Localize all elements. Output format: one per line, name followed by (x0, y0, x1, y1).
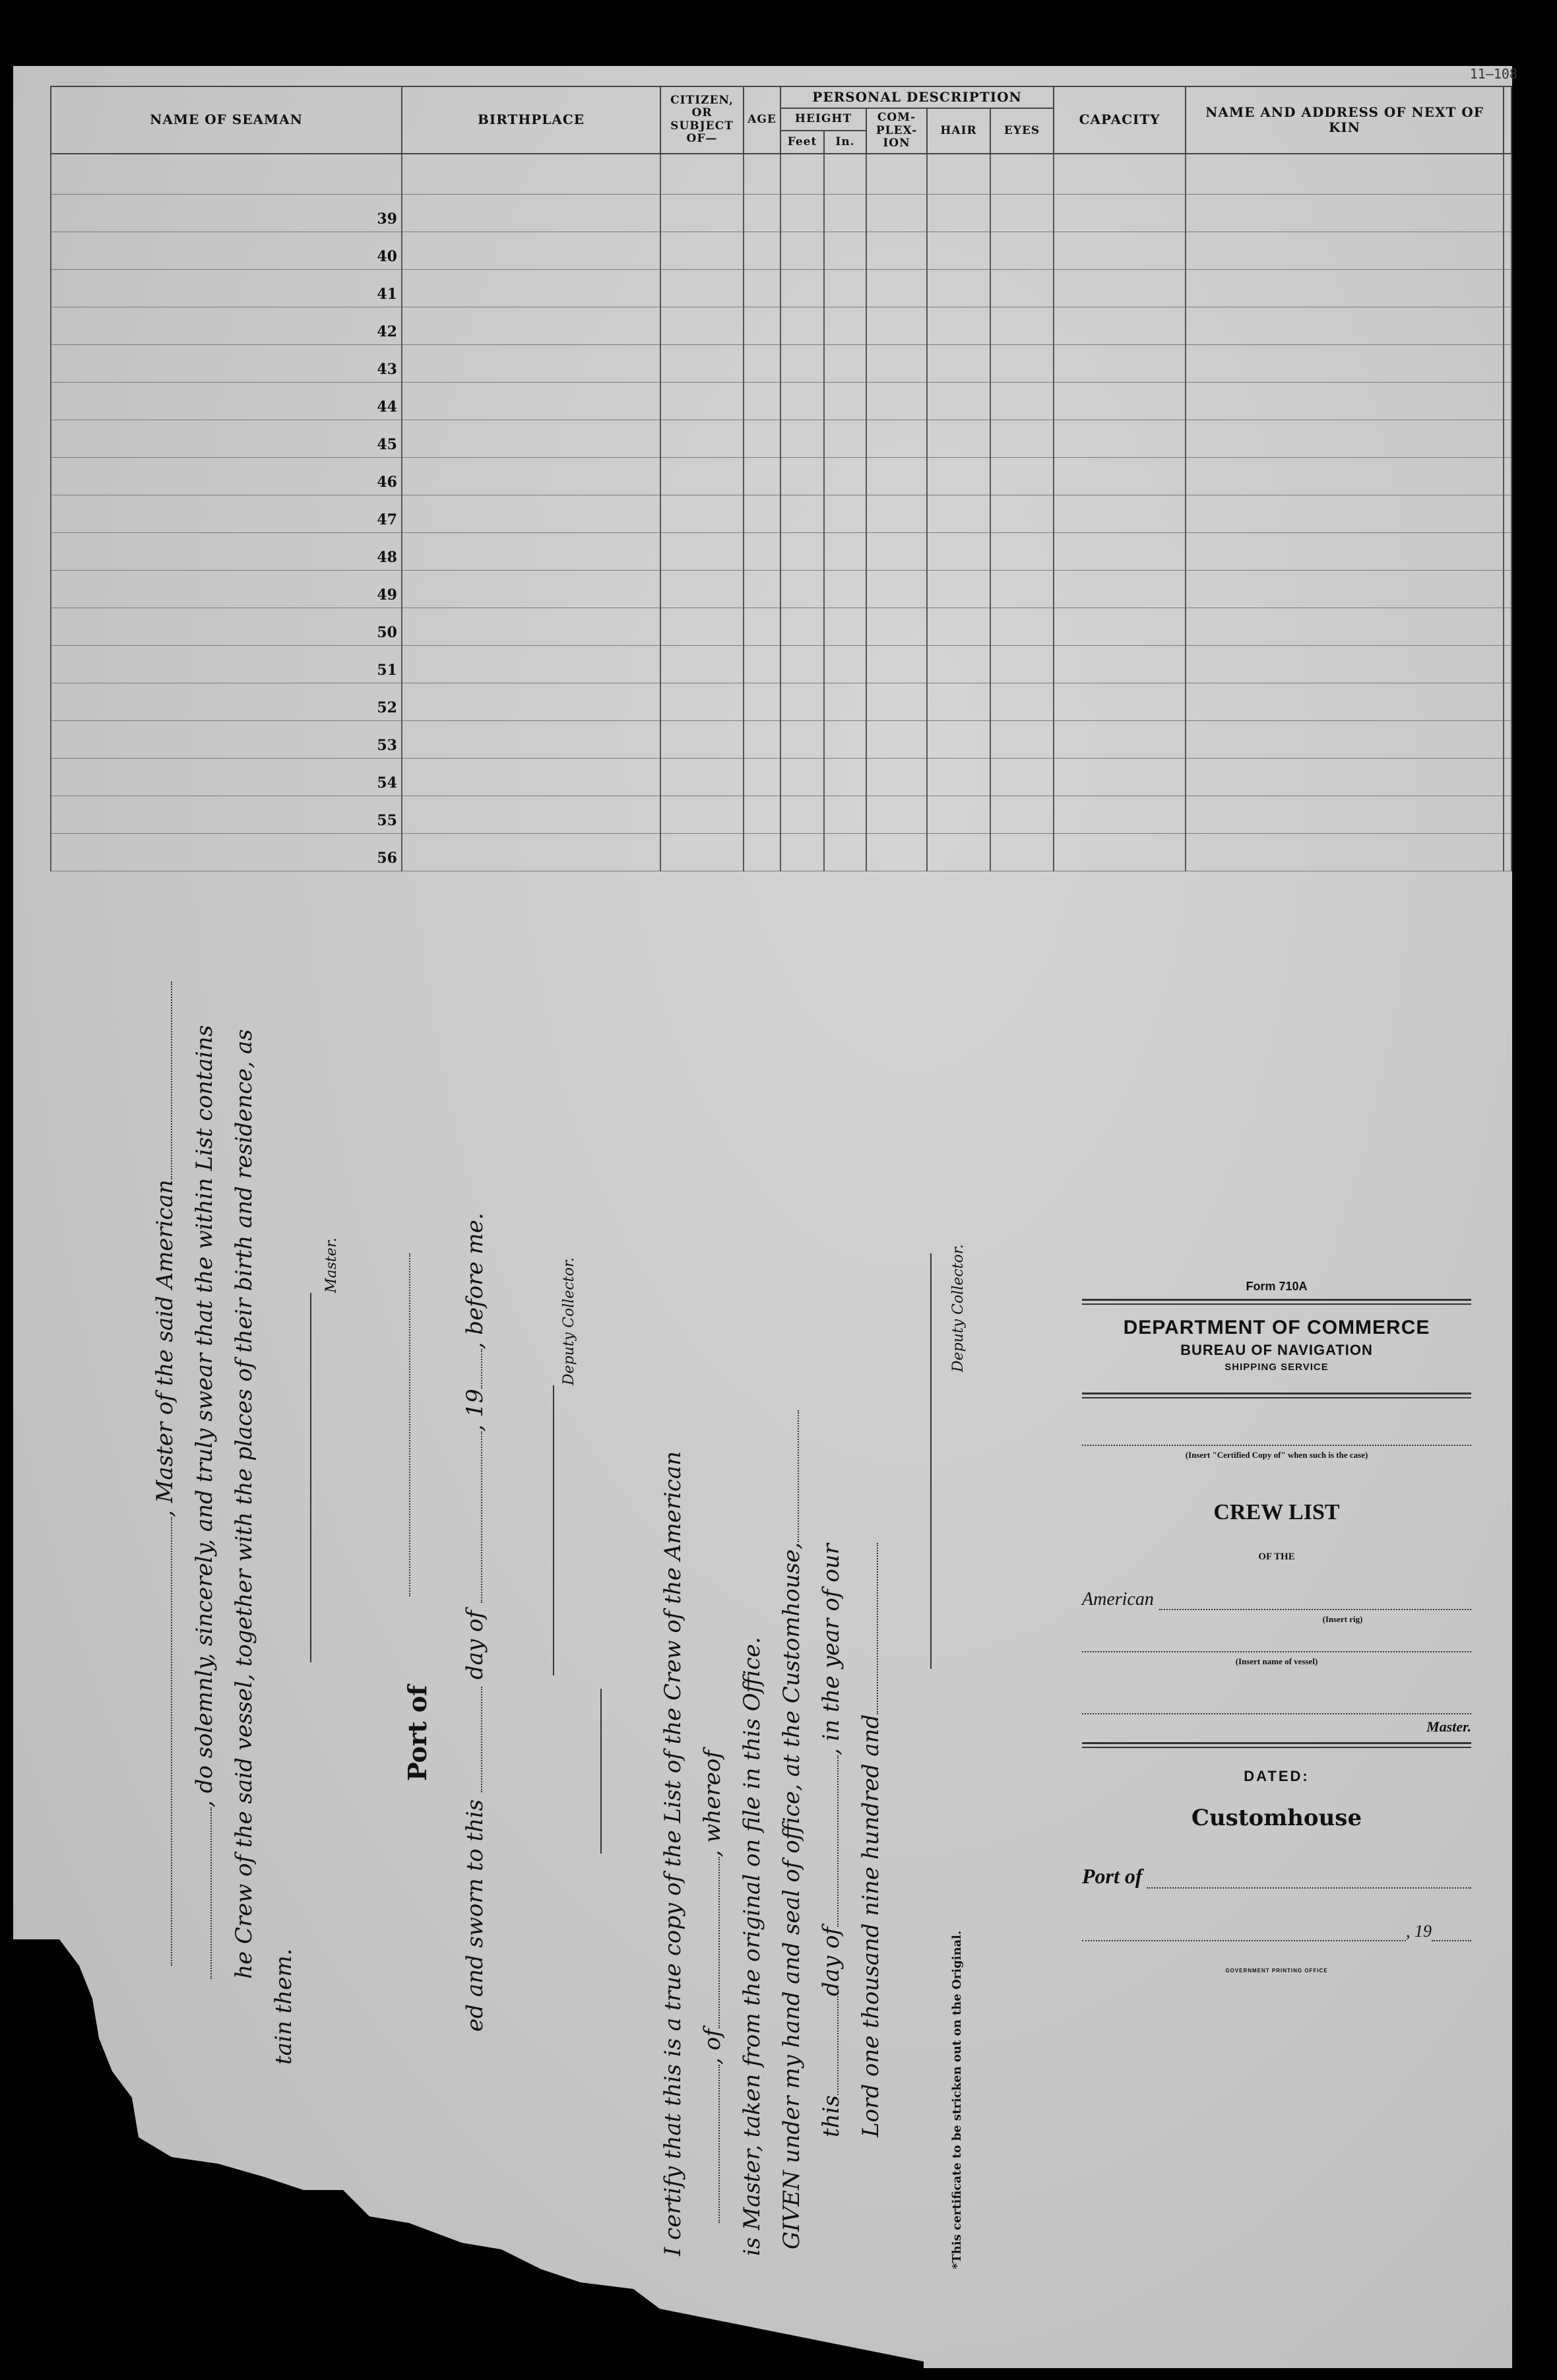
header-eyes: EYES (990, 108, 1054, 154)
table-row (51, 833, 1511, 871)
oath-day-of: day of (462, 1610, 488, 1680)
dated: DATED: (1244, 1768, 1310, 1784)
oath-19: , 19 (462, 1389, 488, 1432)
header-next-of-kin: NAME AND ADDRESS OF NEXT OF KIN (1186, 86, 1504, 154)
back-cover (1082, 1280, 1471, 1974)
oath-master: Master. (323, 1237, 340, 1293)
row-number: 47 (51, 495, 402, 532)
oath-text-4: tain them. (270, 1948, 297, 2065)
row-number: 55 (51, 796, 402, 833)
cert-line-4 (778, 1410, 805, 2249)
port-of: Port of (1082, 1864, 1143, 1888)
crew-table (50, 86, 1512, 871)
insert-rig: (Insert rig) (1322, 1614, 1363, 1624)
header-inches: In. (824, 131, 866, 153)
cert-line-5 (818, 1544, 844, 2137)
row-number: 50 (51, 608, 402, 645)
oath-master-line (310, 1293, 311, 1662)
form-number: Form 710A (1246, 1280, 1308, 1293)
row-number: 41 (51, 269, 402, 307)
row-number: 54 (51, 758, 402, 796)
master-line (1082, 1713, 1471, 1714)
back-19: , 19 (1406, 1922, 1432, 1941)
oath-text-1: , Master of the said American (152, 1179, 178, 1517)
of-the: OF THE (1258, 1551, 1295, 1562)
service: SHIPPING SERVICE (1224, 1362, 1329, 1373)
table-row (51, 495, 1511, 532)
top-margin (13, 0, 1531, 66)
oath-line-2 (191, 1025, 218, 1979)
back-master: Master. (1426, 1718, 1471, 1735)
table-row (51, 382, 1511, 420)
row-number: 43 (51, 344, 402, 382)
table-row (51, 570, 1511, 608)
cert-day-of: day of (818, 1927, 844, 1997)
oath-sworn-line (462, 1212, 488, 2032)
table-row (51, 457, 1511, 495)
insert-name: (Insert name of vessel) (1235, 1656, 1318, 1666)
table-row (51, 720, 1511, 758)
row-number: 46 (51, 457, 402, 495)
header-citizen: CITIZEN, OR SUBJECT OF— (660, 86, 744, 154)
table-row (51, 232, 1511, 269)
back-rule-3 (1082, 1742, 1471, 1748)
oath-sworn: ed and sworn to this (462, 1799, 488, 2032)
oath-deputy-collector: Deputy Collector. (561, 1257, 577, 1385)
cert-lord: Lord one thousand nine hundred and (858, 1714, 884, 2137)
date-row (1082, 1922, 1471, 1941)
table-row (51, 344, 1511, 382)
row-number: 39 (51, 194, 402, 232)
certified-note: (Insert "Certified Copy of" when such is the case) (1185, 1450, 1368, 1460)
back-rule-top (1082, 1299, 1471, 1305)
port-row (1082, 1864, 1471, 1889)
header-feet: Feet (780, 131, 824, 153)
row-number: 45 (51, 420, 402, 457)
cert-footnote: *This certificate to be stricken out on the Original. (950, 1930, 964, 2269)
row-number: 48 (51, 532, 402, 570)
oath-port-line (409, 1253, 412, 1596)
row-number: 51 (51, 645, 402, 683)
oath-deputy-line (553, 1385, 554, 1675)
table-row (51, 608, 1511, 645)
cert-deputy-collector: Deputy Collector. (950, 1244, 967, 1372)
cert-given: GIVEN under my hand and seal of office, at the Customhouse, (778, 1542, 805, 2249)
oath-text-3: he Crew of the said vessel, together with the places of their birth and residence, as (231, 1029, 257, 1979)
back-rule-2 (1082, 1393, 1471, 1398)
row-number: 40 (51, 232, 402, 269)
table-row (51, 194, 1511, 232)
oath-text-2: , do solemnly, sincerely, and truly swear that the within List contains (191, 1024, 218, 1807)
oath-line-1 (152, 982, 178, 1966)
header-hair: HAIR (927, 108, 990, 154)
header-height: HEIGHT (780, 108, 866, 131)
row-number: 52 (51, 683, 402, 720)
cert-whereof: , whereof (699, 1750, 726, 1858)
rig-row (1082, 1589, 1471, 1610)
header-spacer (1504, 86, 1511, 154)
crew-list-title: CREW LIST (1213, 1500, 1340, 1524)
row-number: 49 (51, 570, 402, 608)
cert-of: , of (699, 2028, 726, 2065)
table-row (51, 269, 1511, 307)
cert-line-1: I certify that this is a true copy of the List of the Crew of the American (660, 1451, 686, 2256)
table-row (51, 796, 1511, 833)
certified-line (1082, 1445, 1471, 1446)
cert-deputy-line (930, 1253, 932, 1669)
department: DEPARTMENT OF COMMERCE (1123, 1317, 1430, 1338)
row-number: 56 (51, 833, 402, 871)
cert-line-3: is Master, taken from the original on file in this Office. (739, 1637, 765, 2256)
row-number: 44 (51, 382, 402, 420)
oath-before-me: , before me. (462, 1212, 488, 1350)
form-id: 11—108 (1469, 66, 1517, 82)
table-row (51, 532, 1511, 570)
cert-line-6 (858, 1543, 884, 2137)
header-name: NAME OF SEAMAN (51, 86, 402, 154)
table-row (51, 307, 1511, 344)
cert-in-year: , in the year of our (818, 1544, 844, 1755)
cert-line-2 (699, 1750, 726, 2223)
gpo-imprint: GOVERNMENT PRINTING OFFICE (1225, 1968, 1328, 1974)
oath-divider (600, 1689, 602, 1854)
header-capacity: CAPACITY (1054, 86, 1186, 154)
oath-port-of: Port of (402, 1685, 432, 1781)
vessel-line (1082, 1651, 1471, 1652)
row-number: 53 (51, 720, 402, 758)
header-complexion: COM- PLEX- ION (866, 108, 927, 154)
customhouse: Customhouse (1191, 1805, 1362, 1831)
table-row (51, 420, 1511, 457)
header-age: AGE (744, 86, 780, 154)
header-birthplace: BIRTHPLACE (402, 86, 660, 154)
bureau: BUREAU OF NAVIGATION (1180, 1342, 1373, 1358)
table-row (51, 758, 1511, 796)
row-number: 42 (51, 307, 402, 344)
american-label: American (1082, 1589, 1154, 1610)
table-row (51, 683, 1511, 720)
header-personal-description: PERSONAL DESCRIPTION (780, 86, 1054, 108)
table-row-blank (51, 154, 1511, 195)
cert-this: this (818, 2095, 844, 2137)
table-row (51, 645, 1511, 683)
